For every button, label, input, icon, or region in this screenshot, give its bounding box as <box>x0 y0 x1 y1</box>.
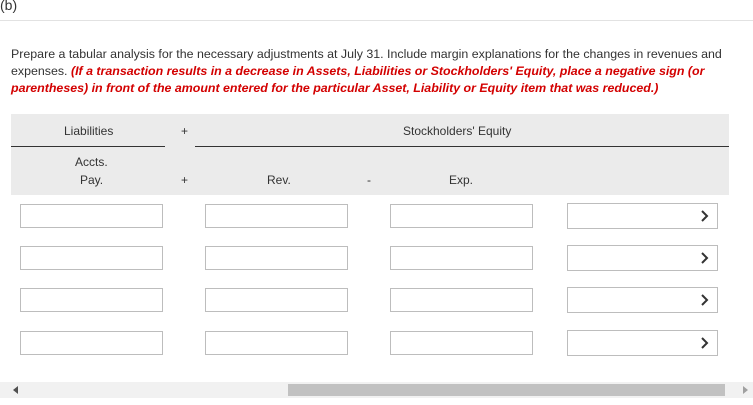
header-underline-liabilities <box>11 146 165 147</box>
scroll-left-button[interactable] <box>8 382 24 398</box>
scrollbar-thumb[interactable] <box>288 384 725 396</box>
minus-sign: - <box>367 173 371 187</box>
explanation-select[interactable] <box>567 287 718 313</box>
group-liabilities-label: Liabilities <box>64 124 114 138</box>
instructions-text: Prepare a tabular analysis for the necessary adjustments at July 31. Include margin explanations for the changes in revenues and expenses. <box>11 47 722 78</box>
chevron-down-icon <box>698 293 712 307</box>
exp-input[interactable] <box>390 246 533 270</box>
horizontal-scrollbar[interactable] <box>0 382 753 398</box>
chevron-down-icon <box>698 209 712 223</box>
explanation-select[interactable] <box>567 330 718 356</box>
instructions <box>11 46 736 97</box>
chevron-down-icon <box>698 336 712 350</box>
plus-sign: + <box>181 124 189 138</box>
rev-input[interactable] <box>205 204 348 228</box>
rev-input[interactable] <box>205 331 348 355</box>
triangle-right-icon <box>741 386 749 394</box>
col-accts-pay-line1: Accts. <box>75 155 108 169</box>
triangle-left-icon <box>12 386 20 394</box>
accts-pay-input[interactable] <box>20 246 163 270</box>
exp-input[interactable] <box>390 331 533 355</box>
rev-input[interactable] <box>205 288 348 312</box>
part-label: (b) <box>0 0 18 13</box>
col-exp-label: Exp. <box>449 173 474 187</box>
accts-pay-input[interactable] <box>20 288 163 312</box>
plus-sign: + <box>181 173 189 187</box>
exp-input[interactable] <box>390 204 533 228</box>
header-underline-equity <box>195 146 729 147</box>
divider <box>0 20 753 21</box>
group-equity-label: Stockholders' Equity <box>403 124 512 138</box>
rev-input[interactable] <box>205 246 348 270</box>
scroll-right-button[interactable] <box>737 382 753 398</box>
instructions-warning: (If a transaction results in a decrease in Assets, Liabilities or Stockholders' Equity, place a negative sign (or parentheses) in front of the amount entered for the particular Asset, Liability or Equity item that was reduced.) <box>11 64 705 95</box>
exp-input[interactable] <box>390 288 533 312</box>
explanation-select[interactable] <box>567 245 718 271</box>
col-accts-pay-line2: Pay. <box>80 173 104 187</box>
explanation-select[interactable] <box>567 203 718 229</box>
chevron-down-icon <box>698 251 712 265</box>
col-rev-label: Rev. <box>267 173 291 187</box>
accts-pay-input[interactable] <box>20 204 163 228</box>
accts-pay-input[interactable] <box>20 331 163 355</box>
